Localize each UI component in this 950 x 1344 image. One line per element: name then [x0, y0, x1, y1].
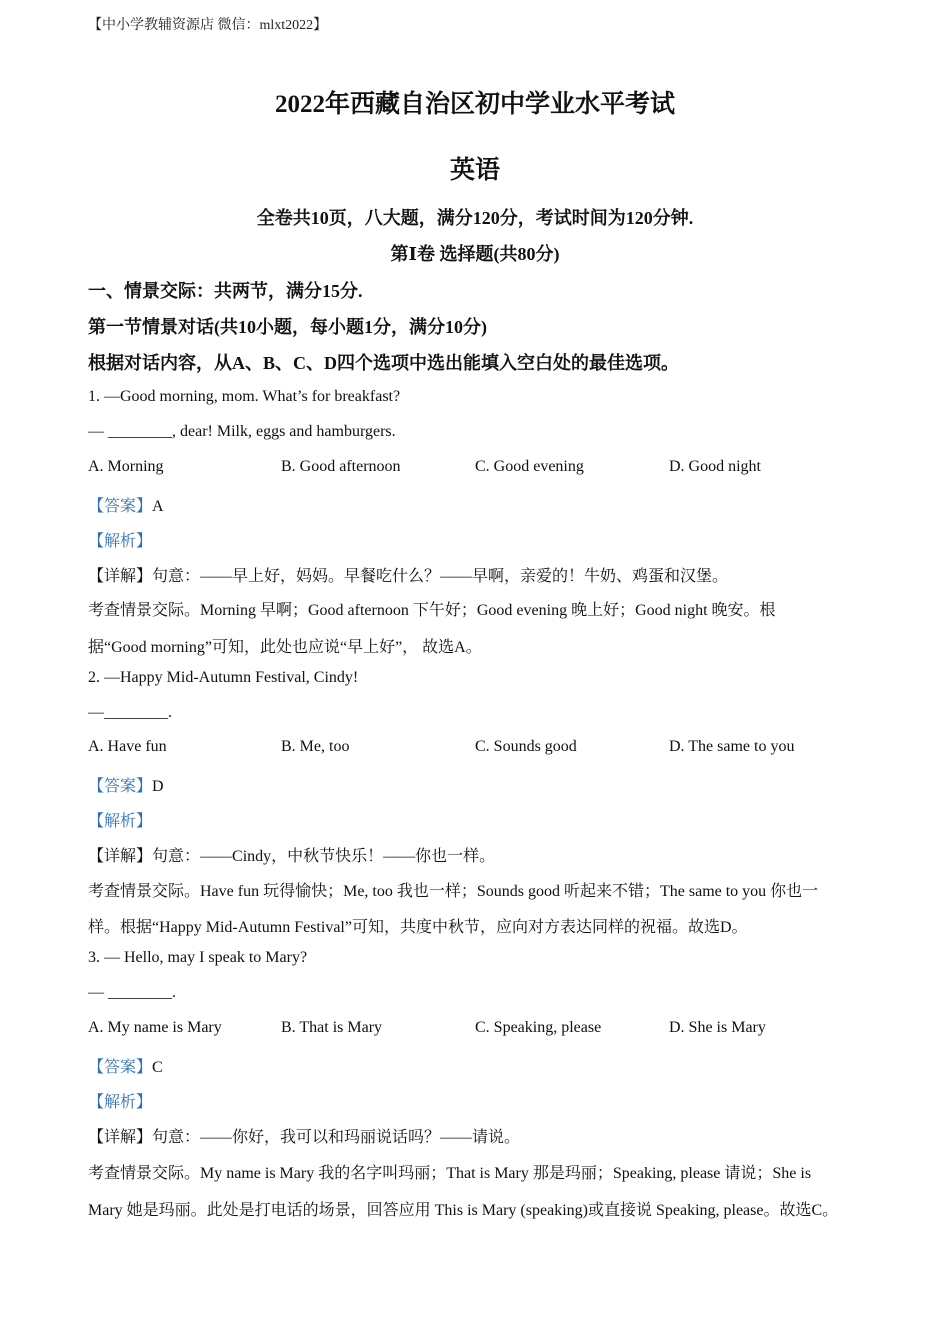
answer-line: [88, 493, 164, 516]
option-b: B. Good afternoon: [281, 458, 401, 475]
question-blank-line: — ________.: [88, 984, 176, 1001]
question-blank-line: —________.: [88, 704, 172, 721]
section-heading: 一、情景交际：共两节，满分15分.: [88, 281, 363, 301]
answer-value: A: [152, 498, 164, 515]
detail-label: 【详解】: [88, 1129, 153, 1146]
detail-label: 【详解】: [88, 568, 153, 585]
option-a: A. Have fun: [88, 738, 167, 755]
question-blank-line: — ________, dear! Milk, eggs and hamburgers.: [88, 423, 396, 440]
option-a: A. My name is Mary: [88, 1019, 222, 1036]
volume-heading: 第Ⅰ卷 选择题(共80分): [390, 244, 560, 264]
detail-line: [88, 843, 495, 866]
detail-text: 句意：——你好，我可以和玛丽说话吗？——请说。: [152, 1129, 521, 1146]
explanation-line: 考查情景交际。Morning 早啊；Good afternoon 下午好；Good evening 晚上好；Good night 晚安。根: [88, 602, 776, 619]
answer-line: [88, 773, 164, 796]
option-c: C. Good evening: [475, 458, 584, 475]
option-d: D. Good night: [669, 458, 761, 475]
explanation-line: 考查情景交际。Have fun 玩得愉快；Me, too 我也一样；Sounds good 听起来不错；The same to you 你也一: [88, 883, 819, 900]
analysis-label: 【解析】: [88, 533, 153, 550]
instruction: 根据对话内容，从A、B、C、D四个选项中选出能填入空白处的最佳选项。: [88, 353, 679, 373]
question-line: 3. — Hello, may I speak to Mary?: [88, 949, 308, 966]
detail-text: 句意：——早上好，妈妈。早餐吃什么？——早啊，亲爱的！牛奶、鸡蛋和汉堡。: [152, 568, 729, 585]
analysis-label: 【解析】: [88, 813, 153, 830]
option-c: C. Speaking, please: [475, 1019, 602, 1036]
option-b: B. Me, too: [281, 738, 350, 755]
explanation-line: Mary 她是玛丽。此处是打电话的场景，回答应用 This is Mary (speaking)或直接说 Speaking, please。故选C。: [88, 1202, 839, 1219]
explanation-line: 据“Good morning”可知，此处也应说“早上好”， 故选A。: [88, 639, 482, 656]
option-d: D. She is Mary: [669, 1019, 766, 1036]
exam-title: 2022年西藏自治区初中学业水平考试: [274, 91, 675, 118]
answer-label: 【答案】: [88, 1059, 153, 1076]
answer-label: 【答案】: [88, 498, 153, 515]
option-d: D. The same to you: [669, 738, 795, 755]
answer-label: 【答案】: [88, 778, 153, 795]
answer-value: C: [152, 1059, 163, 1076]
answer-value: D: [152, 778, 164, 795]
analysis-label: 【解析】: [88, 1094, 153, 1111]
answer-line: [88, 1054, 163, 1077]
detail-line: [88, 563, 728, 586]
option-a: A. Morning: [88, 458, 164, 475]
subject-title: 英语: [449, 157, 500, 184]
explanation-line: 样。根据“Happy Mid-Autumn Festival”可知，共度中秋节，应向对方表达同样的祝福。故选D。: [88, 919, 748, 936]
question-line: 2. —Happy Mid-Autumn Festival, Cindy!: [88, 669, 359, 686]
exam-intro: 全卷共10页，八大题，满分120分，考试时间为120分钟.: [256, 208, 694, 228]
header-note: 【中小学教辅资源店 微信：mlxt2022】: [88, 18, 328, 33]
option-c: C. Sounds good: [475, 738, 577, 755]
option-b: B. That is Mary: [281, 1019, 383, 1036]
question-line: 1. —Good morning, mom. What’s for breakfast?: [88, 388, 401, 405]
detail-label: 【详解】: [88, 848, 153, 865]
detail-line: [88, 1124, 520, 1147]
detail-text: 句意：——Cindy，中秋节快乐！——你也一样。: [152, 848, 496, 865]
explanation-line: 考查情景交际。My name is Mary 我的名字叫玛丽；That is Mary 那是玛丽；Speaking, please 请说；She is: [88, 1165, 812, 1182]
part-heading: 第一节情景对话(共10小题，每小题1分，满分10分): [88, 317, 487, 337]
